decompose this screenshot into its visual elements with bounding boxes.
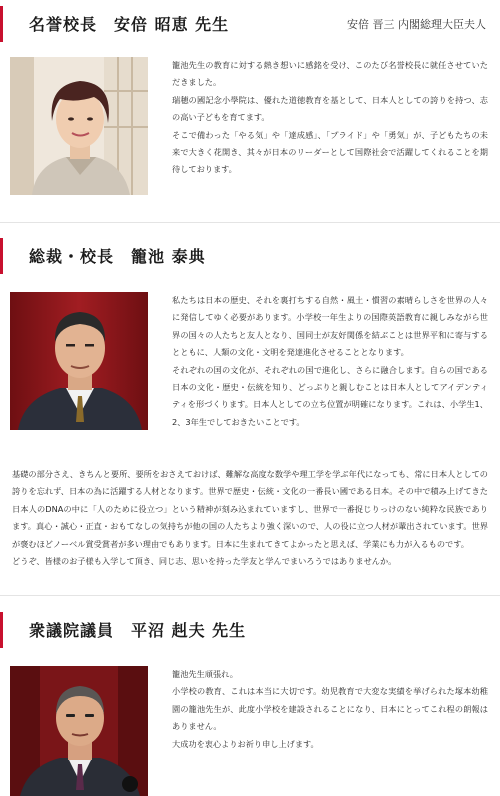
- section2-heading: [0, 238, 500, 274]
- section3-body: [172, 666, 488, 753]
- section2-paragraph: 基礎の部分さえ、きちんと要所、要所をおさえておけば、難解な高度な数学や理工学を学ぶ年代になっても、常に日本人としての誇りを忘れず、日本の為に活躍する人材となります。世界で歴史・伝統・文化の一番長い國である日本。その中で積み上げてきた日本人のDNAの中に「人のために役立つ」という精神が刻み込まれていますし、世界で一番捉じりっけのない純粋な民族であります。真心・誠心・正直・おもてなしの気持ちが他の国の人たちより強く深いので、人の役に立つ人材が輩出されています。世界が褒むほどノーベル賞受賞者が多い理由でもあります。日本に生まれてきてよかったと思えば、学業にも力が入るものです。: [12, 469, 488, 549]
- section1-paragraph: そこで備わった「やる気」や「達成感」、「プライド」や「勇気」が、子どもたちの未来で大きく花開き、其々が日本のリーダーとして国際社会で活躍してくれることを期待しております。: [172, 129, 488, 175]
- section2-paragraph: それぞれの国の文化が、それぞれの国で進化し、さらに融合します。自らの国である日本の文化・歴史・伝統を知り、どっぷりと親しむことは日本人としてアイデンティティを形づくります。日本人としての立ち位置が明確になります。これは、小学生1、2、3年生でしておきたいことです。: [172, 364, 488, 427]
- section1-subtitle: 安倍 晋三 内閣総理大臣夫人: [347, 18, 486, 31]
- section3-title: 衆議院議員 平沼 赳夫 先生: [29, 621, 247, 640]
- section2-paragraph: どうぞ、皆様のお子様も入学して頂き、同じ志、思いを持った学友と学んでまいろうではありませんか。: [12, 556, 397, 567]
- section2-title: 総裁・校長 籠池 泰典: [29, 247, 206, 266]
- section3-paragraph: 大成功を衷心よりお祈り申し上げます。: [172, 738, 319, 749]
- section2-body-wide: [12, 466, 488, 570]
- section3-photo: [10, 666, 148, 796]
- section3-paragraph: 籠池先生頑張れ。: [172, 669, 238, 679]
- section1-paragraph: 籠池先生の教育に対する熱き想いに感銘を受け、このたび名誉校長に就任させていただきました。: [172, 60, 488, 88]
- section2-photo: [10, 292, 148, 430]
- section1-body: [172, 57, 488, 179]
- section1-photo: [10, 57, 148, 195]
- section-divider: [0, 222, 500, 223]
- section1-heading: [0, 6, 500, 42]
- section3-paragraph: 小学校の教育、これは本当に大切です。幼児教育で大変な実績を挙げられた塚本幼稚園の籠池先生が、此度小学校を建設されることになり、日本にとってこれ程の朗報はありません。: [172, 686, 488, 732]
- section2-paragraph: 私たちは日本の歴史、それを裏打ちする自然・風土・慣習の素晴らしさを世界の人々に発信してゆく必要があります。小学校一年生よりの国際英語教育に親しみながら世界の国々の人たちと友人となり、国同士が友好関係を結ぶことは世界平和に寄与するとともに、人類の文化・文明を発達進化させることとなります。: [172, 295, 488, 358]
- section3-heading: [0, 612, 500, 648]
- section-divider: [0, 595, 500, 596]
- section2-body: [172, 292, 488, 431]
- section1-paragraph: 瑞穂の國記念小學院は、優れた道徳教育を基として、日本人としての誇りを持つ、志の高い子どもを育てます。: [172, 94, 488, 123]
- section1-title: 名誉校長 安倍 昭恵 先生: [29, 15, 230, 34]
